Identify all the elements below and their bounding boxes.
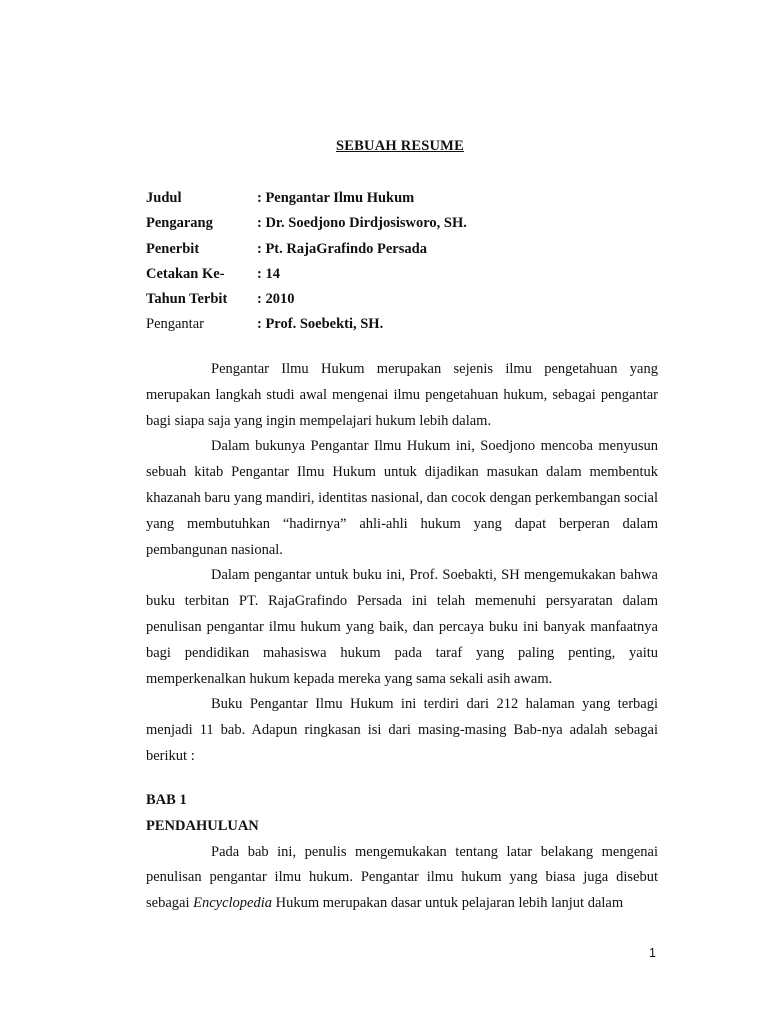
metadata-label: Tahun Terbit [146, 291, 228, 308]
paragraph-soebakti: Dalam pengantar untuk buku ini, Prof. Soebakti, SH mengemukakan bahwa buku terbitan PT. RajaGrafindo Persada ini telah memenuhi persyaratan dalam penulisan pengantar ilmu hukum yang baik, dan percaya buku ini banyak manfaatnya bagi pendidikan mahasiswa hukum pada taraf yang paling penting, yaitu memperkenalkan hukum kepada mereka yang sama sekali asih awam. [146, 567, 658, 687]
chapter-text-end: Hukum merupakan dasar untuk pelajaran lebih lanjut dalam [272, 895, 624, 912]
metadata-row-tahun-terbit [146, 287, 666, 312]
metadata-label: Pengantar [146, 316, 204, 333]
metadata-label: Penerbit [146, 240, 200, 257]
paragraph-soedjono: Dalam bukunya Pengantar Ilmu Hukum ini, Soedjono mencoba menyusun sebuah kitab Pengantar Ilmu Hukum untuk dijadikan masukan dalam membentuk khazanah baru yang mandiri, identitas nasional, dan cocok dengan perkembangan social yang membutuhkan “hadirnya” ahli-ahli hukum yang dapat berperan dalam pembangunan nasional. [146, 438, 658, 558]
metadata-row-penerbit [146, 237, 666, 262]
paragraph-structure: Buku Pengantar Ilmu Hukum ini terdiri dari 212 halaman yang terbagi menjadi 11 bab. Adapun ringkasan isi dari masing-masing Bab-nya adalah sebagai berikut : [146, 696, 658, 764]
metadata-label: Cetakan Ke- [146, 265, 225, 282]
metadata-value: : 2010 [257, 291, 295, 308]
chapter-text-start: Pada bab ini, penulis mengemukakan tentang latar belakang mengenai penulisan pengantar ilmu hukum. Pengantar ilmu hukum yang biasa juga disebut sebagai [146, 843, 658, 912]
chapter-number: BAB 1 [146, 792, 187, 808]
metadata-row-pengarang [146, 211, 666, 236]
metadata-table [146, 186, 666, 338]
metadata-value: : Prof. Soebekti, SH. [257, 316, 384, 333]
metadata-row-cetakan [146, 262, 666, 287]
paragraph-intro: Pengantar Ilmu Hukum merupakan sejenis ilmu pengetahuan yang merupakan langkah studi awal mengenai ilmu pengetahuan hukum, sebagai pengantar bagi siapa saja yang ingin mempelajari hukum lebih dalam. [146, 361, 658, 429]
metadata-value: : Pengantar Ilmu Hukum [257, 190, 415, 206]
chapter-paragraph [146, 840, 658, 917]
resume-body [146, 357, 658, 770]
page-number: 1 [649, 946, 656, 960]
metadata-value: : Pt. RajaGrafindo Persada [257, 240, 427, 257]
metadata-label: Judul [146, 190, 182, 206]
metadata-row-pengantar [146, 312, 666, 337]
chapter-section [146, 788, 658, 917]
document-title: SEBUAH RESUME [336, 138, 464, 154]
metadata-value: : 14 [257, 265, 280, 282]
chapter-italic-term: Encyclopedia [193, 895, 273, 912]
metadata-value: : Dr. Soedjono Dirdjosisworo, SH. [257, 215, 467, 232]
metadata-row-judul [146, 186, 666, 211]
metadata-label: Pengarang [146, 215, 213, 232]
chapter-title: PENDAHULUAN [146, 817, 259, 834]
